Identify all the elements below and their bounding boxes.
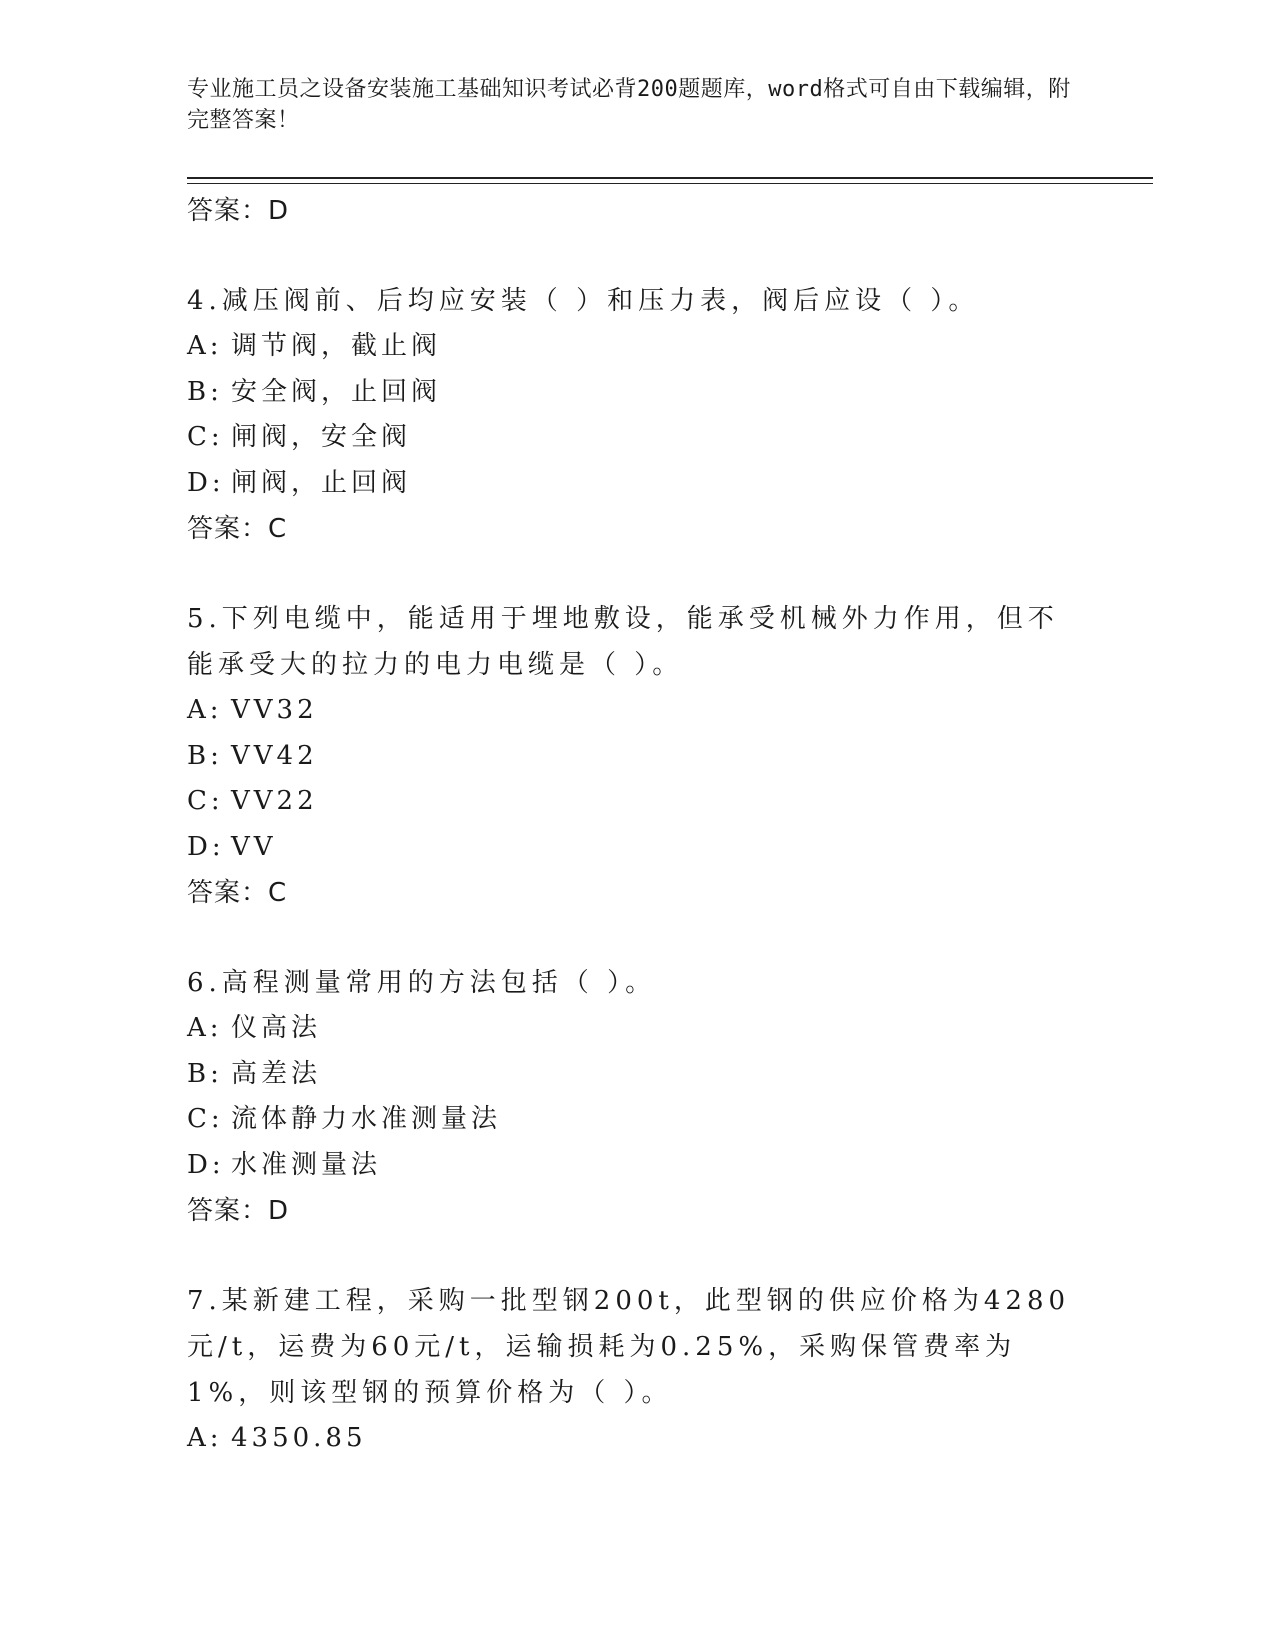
answer-line: 答案：D xyxy=(187,1196,290,1226)
option-line xyxy=(187,1416,1087,1462)
option-letter: D: xyxy=(187,831,225,862)
spacer xyxy=(187,1234,1087,1278)
answer-line: 答案：D xyxy=(187,196,290,226)
option-line xyxy=(187,688,1087,734)
option-letter: A: xyxy=(187,331,223,361)
answer-line: 答案：C xyxy=(187,878,288,908)
option-text: 闸阀，安全阀 xyxy=(231,422,412,452)
option-text: 闸阀，止回阀 xyxy=(231,467,412,498)
option-line xyxy=(187,324,1087,370)
option-text: VV32 xyxy=(231,695,318,725)
spacer xyxy=(187,552,1087,596)
option-line xyxy=(187,461,1087,507)
question-text: 6.高程测量常用的方法包括（ ）。 xyxy=(187,968,657,998)
option-letter: D: xyxy=(187,467,225,498)
option-letter: C: xyxy=(187,422,224,452)
option-line xyxy=(187,1143,1087,1189)
option-text: 水准测量法 xyxy=(231,1149,382,1180)
option-line xyxy=(187,825,1087,871)
option-line xyxy=(187,370,1087,416)
option-text: VV xyxy=(231,831,277,862)
question-text: 7.某新建工程，采购一批型钢200t，此型钢的供应价格为4280元/t，运费为60元/t，运输损耗为0.25%，采购保管费率为1%，则该型钢的预算价格为（ ）。 xyxy=(187,1286,1071,1408)
option-letter: A: xyxy=(187,1423,223,1453)
option-letter: A: xyxy=(187,695,223,725)
option-line xyxy=(187,779,1087,825)
option-letter: A: xyxy=(187,1013,223,1043)
option-line xyxy=(187,1006,1087,1052)
header-rule-thin xyxy=(187,183,1153,184)
spacer xyxy=(187,234,1087,278)
option-letter: B: xyxy=(187,1058,223,1089)
option-letter: B: xyxy=(187,740,223,771)
header-rule-thick xyxy=(187,177,1153,179)
option-letter: D: xyxy=(187,1149,225,1180)
answer-line: 答案：C xyxy=(187,514,288,544)
question-list xyxy=(187,188,1087,1462)
option-text: 4350.85 xyxy=(231,1423,367,1453)
spacer xyxy=(187,916,1087,960)
document-header: 专业施工员之设备安装施工基础知识考试必背200题题库，word格式可自由下载编辑，附完整答案！ xyxy=(187,77,1071,133)
option-text: 仪高法 xyxy=(231,1013,322,1043)
option-text: 流体静力水准测量法 xyxy=(231,1104,502,1134)
question-text: 4.减压阀前、后均应安装（ ）和压力表，阀后应设（ ）。 xyxy=(187,286,980,316)
option-text: VV22 xyxy=(231,786,318,816)
option-text: 调节阀，截止阀 xyxy=(231,331,442,361)
option-line xyxy=(187,1097,1087,1143)
option-text: VV42 xyxy=(231,740,318,771)
option-line xyxy=(187,734,1087,780)
question-text: 5.下列电缆中，能适用于埋地敷设，能承受机械外力作用，但不能承受大的拉力的电力电缆是（ ）。 xyxy=(187,604,1059,680)
option-line xyxy=(187,1052,1087,1098)
option-letter: B: xyxy=(187,376,223,407)
option-letter: C: xyxy=(187,1104,224,1134)
option-line xyxy=(187,415,1087,461)
option-letter: C: xyxy=(187,786,224,816)
option-text: 高差法 xyxy=(231,1058,322,1089)
option-text: 安全阀，止回阀 xyxy=(231,376,442,407)
